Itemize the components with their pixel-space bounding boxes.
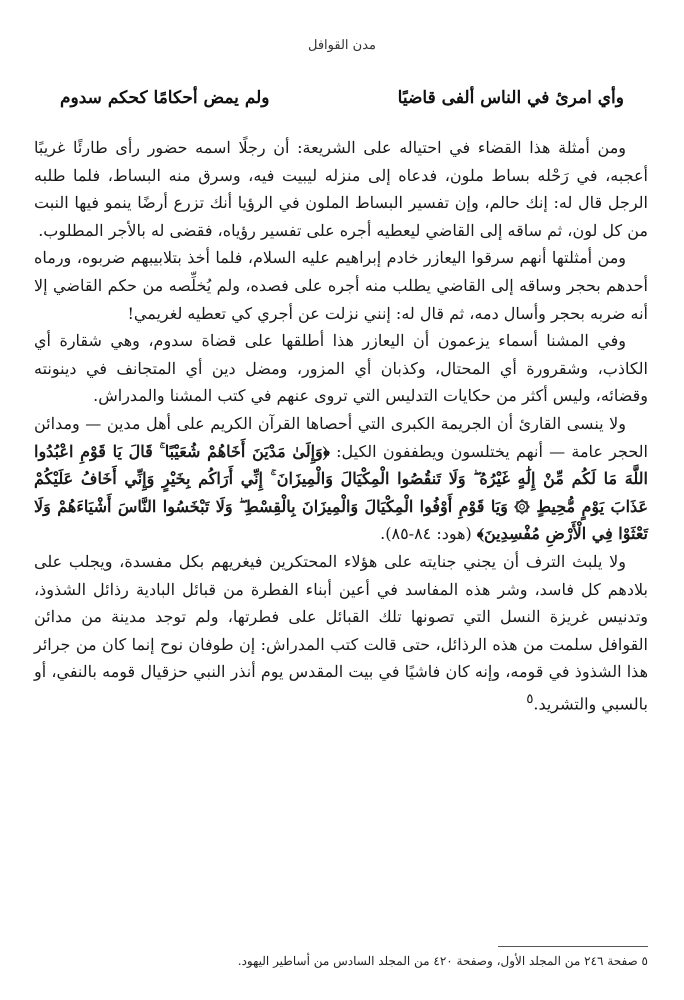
poetry-verse [60, 88, 624, 108]
body-text [34, 134, 648, 718]
paragraph-4-intro: ولا ينسى القارئ أن الجريمة الكبرى التي أحصاها القرآن الكريم على أهل مدين — ومدائن الحجر عامة — أنهم يختلسون ويطففون الكيل: [34, 413, 648, 461]
paragraph-2: ومن أمثلتها أنهم سرقوا اليعازر خادم إبراهيم عليه السلام، فلما أخذ بتلابيبهم ضربوه، ورماه أحدهم بحجر وساقه إلى القاضي يطلب منه أجره على فصده، ولم يُخلِّصه من حكم القاضي إلا أنه ضربه بحجر وأسال دمه، ثم قال له: إنني نزلت عن أجري كي تعطيه لغريمي! [34, 248, 648, 323]
paragraph-3: وفي المشنا أسماء يزعمون أن اليعازر هذا أطلقها على قضاة سدوم، وهي شقارة أي الكاذب، وشقرورة أي المحتال، وكذبان أي المزور، ومضل دين أي المتجانف في دينونته وقضائه، وليس أكثر من حكايات التدليس التي تروى عنهم في كتب المشنا والمدراش. [34, 331, 648, 406]
footnote-marker: ٥ [526, 691, 534, 707]
paragraph-4 [34, 410, 648, 548]
footnote-separator [498, 946, 648, 947]
verse-hemistich-second: ولم يمض أحكامًا كحكم سدوم [60, 88, 270, 108]
paragraph-1: ومن أمثلة هذا القضاء في احتياله على الشريعة: أن رجلًا اسمه حضور رأى طارئًا غريبًا أعجبه، في رَحْله بساط ملون، فدعاه إلى منزله ليبيت فيه، وسرق منه البساط، فلما طلبه الرجل قال له: إنك حالم، وإن تفسير البساط الملون في الرؤيا أنك تزرع أرضًا ينمو فيها النبت من كل لون، ثم ساقه إلى القاضي ليعطيه أجره على تفسير رؤياه، فقضى له بالأجر المطلوب. [34, 138, 648, 240]
quran-quote: ﴿وَإِلَىٰ مَدْيَنَ أَخَاهُمْ شُعَيْبًا ۚ قَالَ يَا قَوْمِ اعْبُدُوا اللَّهَ مَا لَكُم مِّنْ إِلَٰهٍ غَيْرُهُ ۖ وَلَا تَنقُصُوا الْمِكْيَالَ وَالْمِيزَانَ ۚ إِنِّي أَرَاكُم بِخَيْرٍ وَإِنِّي أَخَافُ عَلَيْكُمْ عَذَابَ يَوْمٍ مُّحِيطٍ ۞ وَيَا قَوْمِ أَوْفُوا الْمِكْيَالَ وَالْمِيزَانَ بِالْقِسْطِ ۖ وَلَا تَبْخَسُوا النَّاسَ أَشْيَاءَهُمْ وَلَا تَعْثَوْا فِي الْأَرْضِ مُفْسِدِينَ﴾ [34, 441, 648, 544]
verse-hemistich-first: وأي امرئ في الناس ألفى قاضيًا [397, 88, 624, 108]
running-header: مدن القوافل [307, 38, 376, 53]
quran-citation: (هود: ٨٤-٨٥). [380, 524, 477, 544]
paragraph-5-text: ولا يلبث الترف أن يجني جنايته على هؤلاء المحتكرين فيغريهم بكل مفسدة، ويجلب على بلادهم كل فاسد، وشر هذه المفاسد في أعين أبناء الفطرة من قبائل البادية رذائل الشذوذ، وتدنيس غريزة النسل التي تصونها تلك القبائل على فطرتها، ولم توجد مدينة من مدائن القوافل سلمت من هذه الرذائل، حتى قالت كتب المدراش: إن طوفان نوح إنما كان من جرائر هذا الشذوذ في قومه، وإنه كان فاشيًا في بيت المقدس يوم أنذر النبي حزقيال قومه بالنفي، أو بالسبي والتشريد. [34, 551, 648, 714]
paragraph-5 [34, 548, 648, 718]
footnote: ٥ صفحة ٢٤٦ من المجلد الأول، وصفحة ٤٢٠ من المجلد السادس من أساطير اليهود. [237, 954, 648, 968]
